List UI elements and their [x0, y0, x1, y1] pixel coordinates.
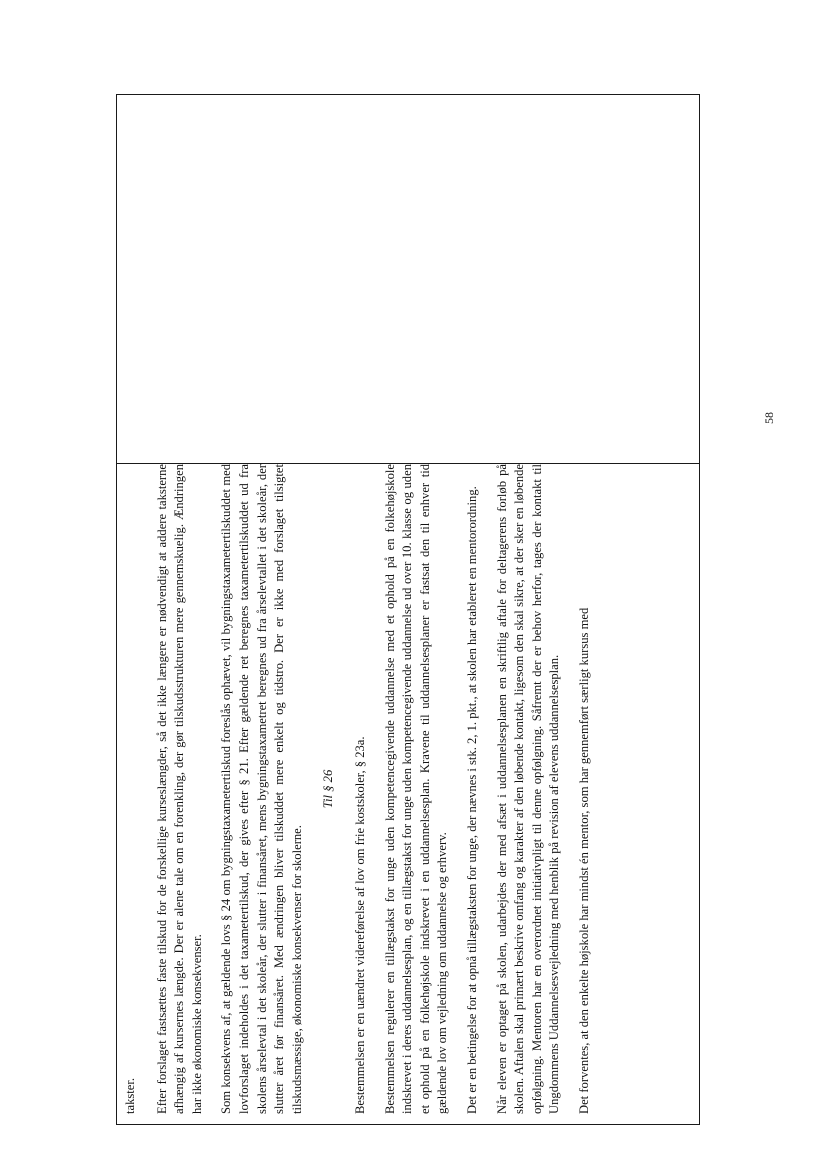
rotated-text-column: [120, 460, 700, 1118]
paragraph: Som konsekvens af, at gældende lovs § 24 om bygningstaxametertilskud foreslås ophævet, vil bygningstaxametertilskuddet med lovforslaget indeholdes i det taxametertilskud, der gives efter § 21. Efter gældende ret beregnes taxametertilskuddet ud fra skolens årselevtal i det skoleår, der slutter i finansåret, mens bygningstaxametret beregnes ud fra årselevtallet i det skoleår, der slutter året før finansåret. Med ændringen bliver tilskuddet mere enkelt og tidstro. Der er ikke med forslaget tilsigtet tilskudsmæssige, økonomiske konsekvenser for skolerne.: [219, 464, 304, 1114]
paragraph: Det forventes, at den enkelte højskole har mindst én mentor, som har gennemført særligt kursus med: [576, 607, 591, 1114]
section-heading: Til § 26: [321, 769, 336, 809]
paragraph: Når eleven er optaget på skolen, udarbejdes der med afsæt i uddannelsesplanen en skriftlig aftale for deltagerens forløb på skolen. Aftalen skal primært beskrive omfang og karakter af den løbende kontakt, ligesom den skal sikre, at der sker en løbende opfølgning. Mentoren har en overordnet initiativpligt til denne opfølgning. Såfremt der er behov herfor, tages der kontakt til Ungdommens Uddannelsesvejledning med henblik på revision af elevens uddannelsesplan.: [494, 464, 562, 1114]
paragraph: Bestemmelsen er en uændret videreførelse af lov om frie kostskoler, § 23a.: [352, 736, 367, 1114]
paragraph: takster.: [123, 1077, 137, 1114]
paragraph: Bestemmelsen regulerer en tillægstakst for unge uden kompetencegivende uddannelse med et ophold på en folkehøjskole indskrevet i deres uddannelsesplan, og en tillægstakst for unge uden kompetencegivende uddannelse ud over 10. klasse og uden et ophold på en folkehøjskole indskrevet i en uddannelsesplan. Kravene til uddannelsesplaner er fastsat den til enhver tid gældende lov om vejledning om uddannelse og erhverv.: [382, 464, 450, 1114]
paragraph: Efter forslaget fastsættes faste tilskud for de forskellige kurseslængder, så det ikke længere er nødvendigt at addere taksterne afhængig af kursernes længde. Der er alene tale om en forenkling, der gør tilskudsstrukturen mere gennemskuelig. Ændringen har ikke økonomiske konsekvenser.: [154, 464, 204, 1114]
paragraph: Det er en betingelse for at opnå tillægstaksten for unge, der nævnes i stk. 2, 1. pkt., at skolen har etableret en mentorordning.: [464, 486, 479, 1114]
page-number: 58: [762, 412, 776, 424]
